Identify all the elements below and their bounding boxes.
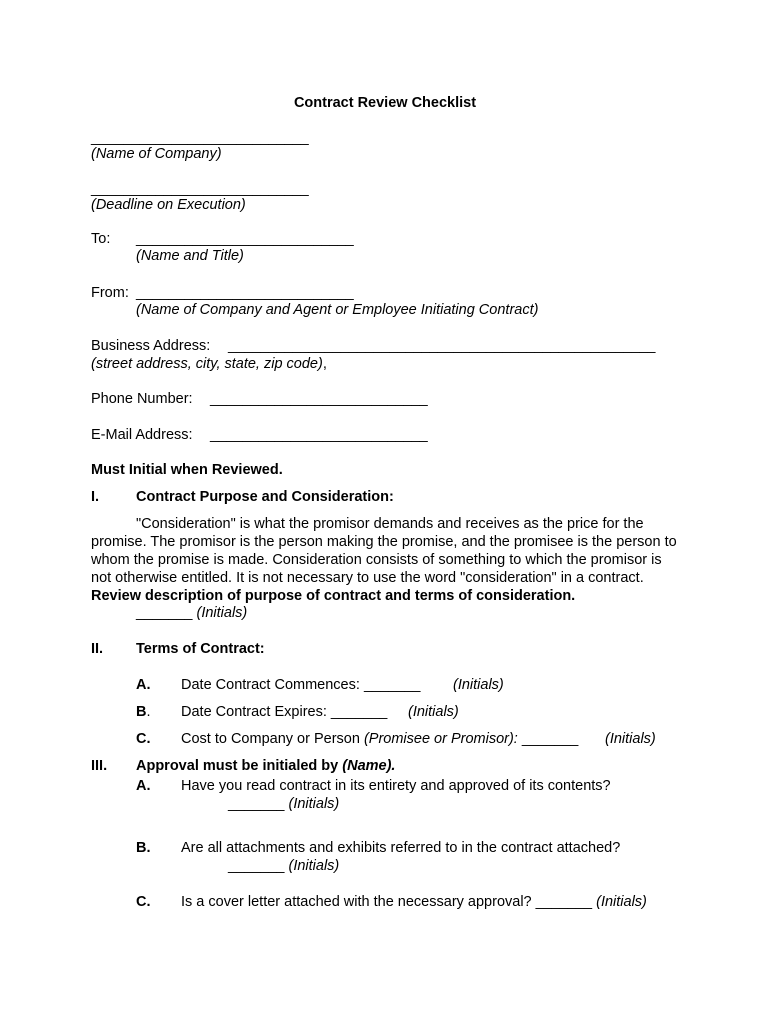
section-3-item-b-initials-label: (Initials)	[288, 858, 340, 874]
section-3-item-b-initials	[228, 857, 339, 875]
deadline-blank: ___________________________	[91, 181, 309, 197]
section-3-item-b-blank: _______	[228, 858, 285, 874]
section-2-item-b-text	[181, 703, 387, 721]
section-3-number: III.	[91, 758, 108, 774]
from-label: From:	[91, 285, 129, 301]
section-2-number: II.	[91, 641, 104, 657]
business-address-blank: _____________________________________________________	[228, 338, 656, 354]
section-1-initials-label: (Initials)	[196, 605, 248, 621]
section-2-item-c-label: Cost to Company or Person	[181, 731, 360, 747]
section-1-paragraph-text: "Consideration" is what the promisor demands and receives as the price for the promise. The promisor is the person making the promise, and the promisee is the person to whom the promise is made. Consideration consists of something to which the promisor is not otherwise entitled. It is not necessary to use the word "consideration" in a contract.	[91, 516, 677, 586]
section-1-number: I.	[91, 489, 100, 505]
section-2-item-c-blank: _______	[521, 731, 579, 747]
section-3-heading	[136, 757, 395, 775]
section-2-item-a-letter: A.	[136, 677, 151, 693]
section-2-item-c-initials: (Initials)	[605, 731, 656, 747]
section-1-initials	[136, 604, 247, 622]
section-2-item-a-label: Date Contract Commences:	[181, 677, 360, 693]
must-initial-heading: Must Initial when Reviewed.	[91, 462, 283, 478]
from-sub-label: (Name of Company and Agent or Employee Initiating Contract)	[136, 302, 539, 318]
section-3-item-a-text: Have you read contract in its entirety and approved of its contents?	[181, 778, 611, 794]
section-3-heading-text: Approval must be initialed by	[136, 758, 339, 774]
section-2-item-a-text	[181, 676, 420, 694]
to-sub-label: (Name and Title)	[136, 248, 244, 264]
phone-blank: ___________________________	[210, 391, 428, 407]
business-address-sub-text: (street address, city, state, zip code)	[91, 356, 323, 372]
business-address-comma: ,	[322, 356, 327, 372]
deadline-label: (Deadline on Execution)	[91, 197, 246, 213]
section-1-paragraph	[91, 515, 681, 605]
section-3-item-c-text	[181, 893, 647, 911]
section-3-item-c-blank: _______	[535, 894, 593, 910]
section-2-item-c-text	[181, 730, 578, 748]
section-2-item-b-letter-period: .	[146, 704, 151, 720]
company-label: (Name of Company)	[91, 146, 222, 162]
section-2-item-b-initials: (Initials)	[408, 704, 459, 720]
from-blank: ___________________________	[136, 285, 354, 301]
section-3-item-a-blank: _______	[228, 796, 285, 812]
section-3-item-c-letter: C.	[136, 894, 151, 910]
email-blank: ___________________________	[210, 427, 428, 443]
business-address-label: Business Address:	[91, 338, 211, 354]
section-2-heading: Terms of Contract:	[136, 641, 265, 657]
section-3-item-c-initials-label: (Initials)	[596, 894, 647, 910]
business-address-sub	[91, 355, 327, 373]
email-label: E-Mail Address:	[91, 427, 193, 443]
section-2-item-b-blank: _______	[330, 704, 388, 720]
company-blank: ___________________________	[91, 130, 309, 146]
section-3-item-a-initials-label: (Initials)	[288, 796, 340, 812]
to-label: To:	[91, 231, 111, 247]
section-3-item-b-letter: B.	[136, 840, 151, 856]
section-3-item-c-label: Is a cover letter attached with the necessary approval?	[181, 894, 532, 910]
phone-label: Phone Number:	[91, 391, 193, 407]
section-1-initials-blank: _______	[136, 605, 193, 621]
section-2-item-b-letter	[136, 703, 151, 721]
section-2-item-a-blank: _______	[363, 677, 421, 693]
to-blank: ___________________________	[136, 231, 354, 247]
section-2-item-c-italic: (Promisee or Promisor):	[363, 731, 518, 747]
section-1-paragraph-bold: Review description of purpose of contract and terms of consideration.	[91, 588, 576, 604]
section-2-item-c-letter: C.	[136, 731, 151, 747]
section-2-item-b-label: Date Contract Expires:	[181, 704, 327, 720]
section-2-item-a-initials: (Initials)	[453, 677, 504, 693]
section-3-item-a-letter: A.	[136, 778, 151, 794]
section-3-heading-italic: (Name).	[342, 758, 396, 774]
page-title: Contract Review Checklist	[293, 95, 477, 111]
section-3-item-b-text: Are all attachments and exhibits referred to in the contract attached?	[181, 840, 621, 856]
section-2-item-b-letter-text: B	[136, 704, 147, 720]
section-1-heading: Contract Purpose and Consideration:	[136, 489, 394, 505]
section-3-item-a-initials	[228, 795, 339, 813]
